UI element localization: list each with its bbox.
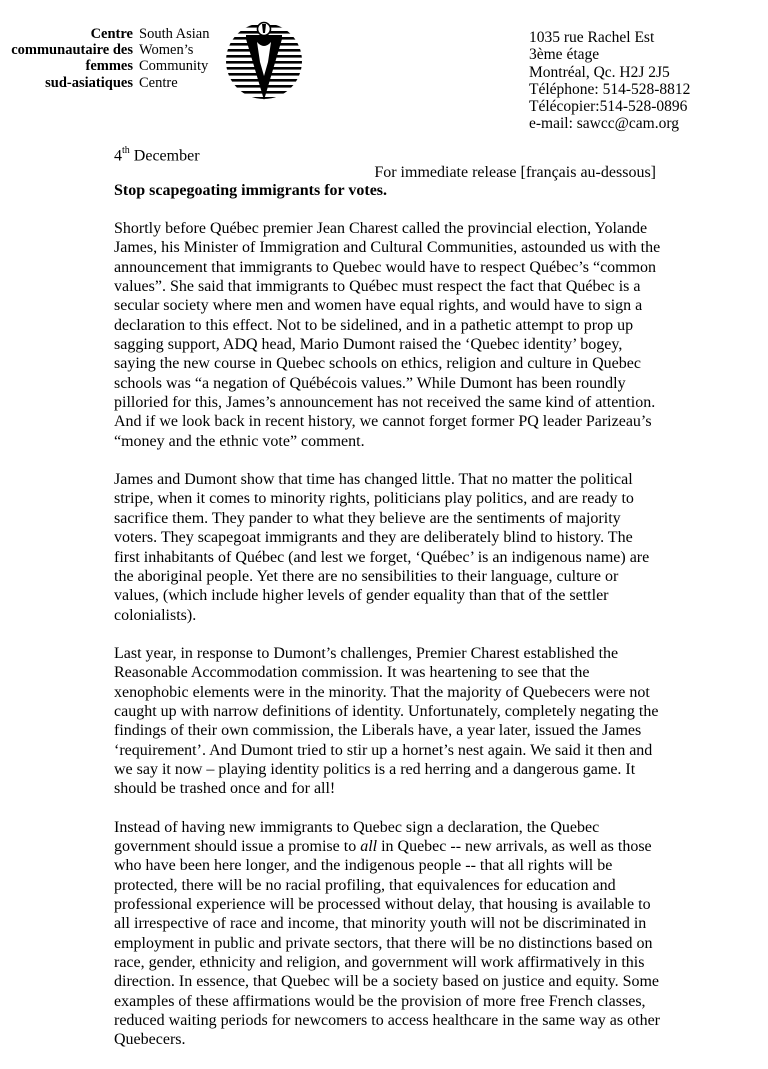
org-name-line: Centre bbox=[90, 26, 133, 42]
date-month: December bbox=[133, 147, 200, 165]
address-block bbox=[529, 29, 690, 133]
address-line: 1035 rue Rachel Est bbox=[529, 29, 655, 46]
release-note: For immediate release [français au-dessous] bbox=[374, 164, 656, 181]
org-name-line: sud-asiatiques bbox=[45, 74, 133, 91]
date-day: 4 bbox=[114, 147, 122, 165]
org-name-line: communautaire des bbox=[11, 42, 133, 59]
release-date bbox=[114, 146, 200, 165]
address-line: Montréal, Qc. H2J 2J5 bbox=[529, 63, 670, 81]
paragraph-text: in Quebec -- new arrivals, as well as those who have been here longer, and the indigenous people -- that all rights will be protected, there will be no racial profiling, that equivalences for education and professional experience will be processed without delay, that housing is available to all irrespective of race and income, that minority youth will not be discriminated in employment in public and private sectors, that there will be no distinctions based on race, gender, ethnicity and religion, and government will work affirmatively in this direction. In essence, that Quebec will be a society based on justice and equity. Some examples of these affirmations would be the provision of more free French classes, reduced waiting periods for newcomers to access healthcare in the same way as other Quebecers. bbox=[114, 837, 660, 1049]
emphasis: all bbox=[360, 837, 378, 855]
phone-line: Téléphone: 514-528-8812 bbox=[529, 80, 691, 98]
org-name-line: Community bbox=[139, 58, 209, 75]
org-name-french bbox=[11, 26, 133, 91]
org-name-line: femmes bbox=[85, 58, 133, 75]
email-line: e-mail: sawcc@cam.org bbox=[529, 115, 679, 133]
org-name-english bbox=[139, 26, 210, 91]
org-name-line: South Asian bbox=[139, 26, 210, 42]
paragraph-text: Instead of having new immigrants to Quebec sign a declaration, the Quebec government should issue a promise to bbox=[114, 818, 600, 855]
date-suffix: th bbox=[122, 145, 130, 156]
fax-line: Télécopier:514-528-0896 bbox=[529, 98, 688, 116]
headline: Stop scapegoating immigrants for votes. bbox=[114, 182, 388, 199]
sawcc-logo-icon bbox=[224, 20, 304, 102]
paragraph: Shortly before Québec premier Jean Charest called the provincial election, Yolande James, his Minister of Immigration and Cultural Communities, astounded us with the announcement that immigrants to Quebec would have to respect Québec’s “common values”. She said that immigrants to Québec must respect the fact that Québec is a secular society where men and women have equal rights, and would have to sign a declaration to this effect. Not to be sidelined, and in a pathetic attempt to prop up sagging support, ADQ head, Mario Dumont raised the ‘Quebec identity’ bogey, saying the new course in Quebec schools on ethics, religion and culture in Quebec schools was “a negation of Québécois values.” While Dumont has been roundly pilloried for this, James’s announcement has not received the same kind of attention. And if we look back in recent history, we cannot forget former PQ leader Parizeau’s “money and the ethnic vote” comment. bbox=[114, 220, 661, 450]
address-line: 3ème étage bbox=[529, 46, 600, 64]
paragraph: Last year, in response to Dumont’s challenges, Premier Charest established the Reasonable Accommodation commission. It was heartening to see that the xenophobic elements were in the minority. That the majority of Quebecers were not caught up with narrow definitions of identity. Unfortunately, completely negating the findings of their own commission, the Liberals have, a year later, issued the James ‘requirement’. And Dumont tried to stir up a hornet’s nest again. We said it then and we say it now – playing identity politics is a red herring and a dangerous game. It should be trashed once and for all! bbox=[114, 644, 659, 798]
paragraph: James and Dumont show that time has changed little. That no matter the political stripe, when it comes to minority rights, politicians play politics, and are ready to sacrifice them. They pander to what they believe are the sentiments of majority voters. They scapegoat immigrants and they are deliberately blind to history. The first inhabitants of Québec (and lest we forget, ‘Québec’ is an indigenous name) are the aboriginal people. Yet there are no sensibilities to their language, culture or values, (which include higher levels of gender equality than that of the settler colonialists). bbox=[114, 471, 650, 624]
org-name-line: Women’s bbox=[139, 42, 194, 59]
body-text bbox=[114, 219, 662, 1069]
org-name-line: Centre bbox=[139, 74, 178, 91]
paragraph bbox=[114, 818, 662, 1050]
